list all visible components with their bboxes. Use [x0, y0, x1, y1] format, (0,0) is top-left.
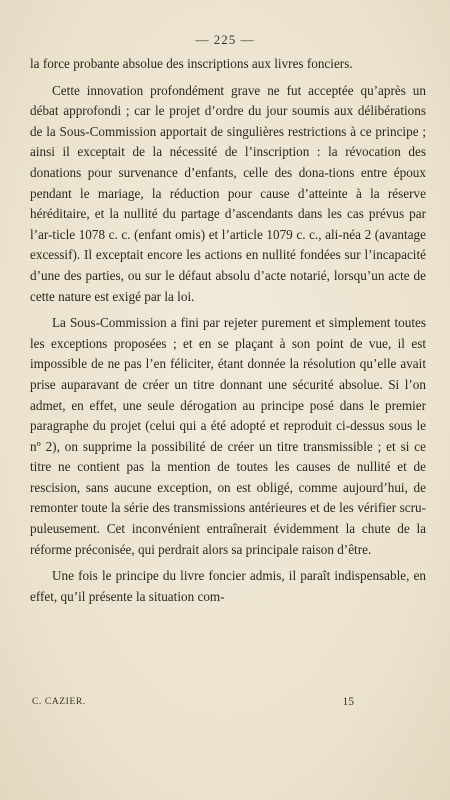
paragraph-continuation: la force probante absolue des inscriptions aux livres fonciers. [30, 56, 353, 71]
paragraph-innovation: Cette innovation profondément grave ne fut acceptée qu’après un débat approfondi ; car le projet d’ordre du jour soumis aux délibérations de la Sous-Commission apportait de singulières restrictions à ce principe ; ainsi il exceptait de la nécessité de l’inscription : la révocation des donations pour survenance d’enfants, celle des dona-tions entre époux pendant le mariage, la réduction pour cause d’atteinte à la réserve héréditaire, et la nullité du partage d’ascendants dans les cas prévus par l’ar-ticle 1078 c. c. (enfant omis) et l’article 1079 c. c., ali-néa 2 (avantage excessif). Il exceptait encore les actions en nullité fondées sur l’incapacité d’une des parties, ou sur le défaut absolu d’acte notarié, lorsqu’un acte de cette nature est exigé par la loi. [30, 82, 426, 304]
paragraph-livre-foncier: Une fois le principe du livre foncier admis, il paraît indispensable, en effet, qu’il présente la situation com- [30, 568, 426, 604]
page-number-header: — 225 — [195, 32, 255, 47]
paragraph-sous-commission: La Sous-Commission a fini par rejeter purement et simplement toutes les exceptions proposées ; et en se plaçant à son point de vue, il est impossible de ne pas l’en féliciter, étant donnée la résolution qu’elle avait prise auparavant de créer un titre donnant une sécurité absolue. Si l’on admet, en effet, une seule dérogation au principe posé dans le premier paragraphe du projet (celui qui a été adopté et reproduit ci-dessus sous le nº 2), on supprime la possibilité de créer un titre transmissible ; et si ce titre ne contient pas la mention de toutes les causes de nullité et de rescision, sans aucune exception, on est obligé, comme aujourd’hui, de remonter toute la série des transmissions antérieures et de les vérifier scru-puleusement. Cet inconvénient entraînerait évidemment la chute de la réforme préconisée, qui perdrait alors sa principale raison d’être. [30, 315, 426, 557]
footer-author: C. CAZIER. [32, 697, 86, 707]
footer-signature-mark: 15 [342, 696, 354, 708]
page-body [30, 54, 426, 607]
